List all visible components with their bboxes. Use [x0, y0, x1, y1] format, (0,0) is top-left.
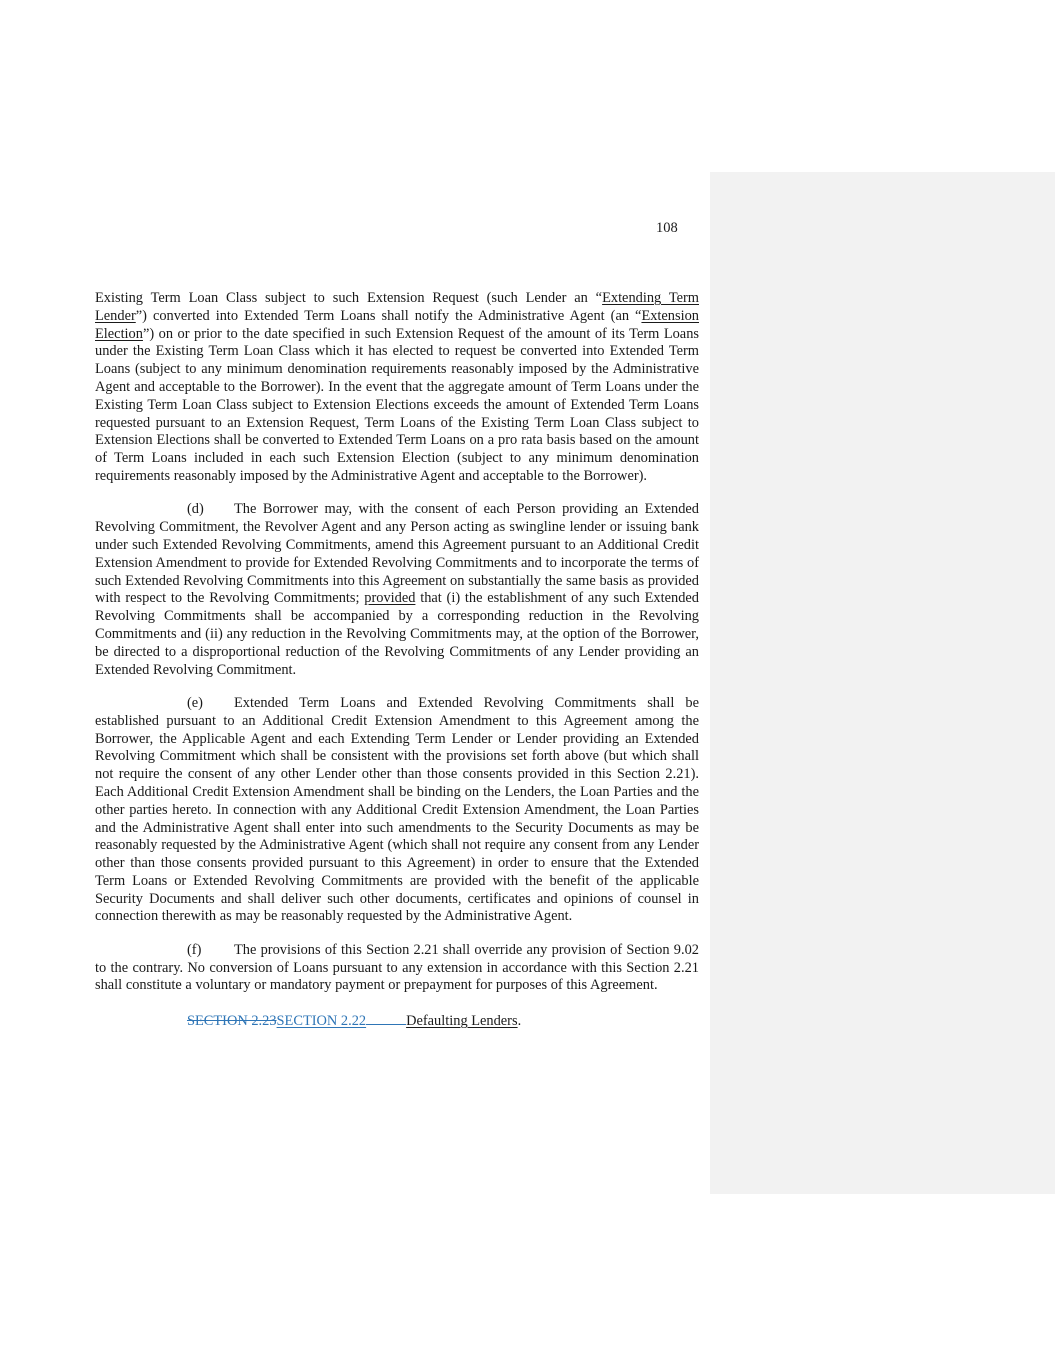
paragraph-label-e: (e) — [187, 694, 203, 711]
term-provided: provided — [364, 590, 416, 607]
comment-margin-pane — [710, 172, 1055, 1194]
paragraph-label-f: (f) — [187, 941, 202, 958]
defined-term-extension-election: Extension Election — [95, 307, 699, 342]
defined-term-extending-term-lender: Extending Term Lender — [95, 290, 699, 324]
section-heading: SECTION 2.23SECTION 2.22 Defaulting Lenders. — [187, 1012, 522, 1029]
paragraph-label-d: (d) — [187, 501, 204, 518]
paragraph-e: (e) Extended Term Loans and Extended Revolving Commitments shall be established pursuant to an Additional Credit Extension Amendment to this Agreement among the Borrower, the Applicable Agent and each Extending Term Lender or Lender providing an Extended Revolving Commitment which shall be consistent with the provisions set forth above (but which shall not require the consent of any other Lender other than those consents provided in this Section 2.21). Each Additional Credit Extension Amendment shall be binding on the Lenders, the Loan Parties and the other parties hereto. In connection with any Additional Credit Extension Amendment, the Loan Parties and the Administrative Agent shall enter into such amendments to the Security Documents as may be reasonably requested by the Administrative Agent (which shall not require any consent from any Lender other than those consents provided pursuant to this Agreement) in order to ensure that the Extended Term Loans or Extended Revolving Commitments are provided with the benefit of the applicable Security Documents and shall deliver such other documents, certificates and opinions of counsel in connection therewith as may be reasonably requested by the Administrative Agent. — [95, 694, 699, 925]
paragraph-d: (d) The Borrower may, with the consent of each Person providing an Extended Revolving Commitment, the Revolver Agent and any Person acting as swingline lender or issuing bank under such Extended Revolving Commitments, amend this Agreement pursuant to an Additional Credit Extension Amendment to provide for Extended Revolving Commitments and to incorporate the terms of such Extended Revolving Commitments into this Agreement on substantially the same basis as provided with respect to the Revolving Commitments; provided that (i) the establishment of any such Extended Revolving Commitments shall be accompanied by a corresponding reduction in the Revolving Commitments and (ii) any reduction in the Revolving Commitments may, at the option of the Borrower, be directed to a disproportional reduction of the Revolving Commitments of any Lender providing an Extended Revolving Commitment. — [95, 501, 699, 678]
inserted-section-number: SECTION 2.22 — [276, 1012, 367, 1029]
deleted-section-number: SECTION 2.23 — [187, 1012, 277, 1029]
paragraph-continuation: Existing Term Loan Class subject to such Extension Request (such Lender an “Extending Term Lender”) converted into Extended Term Loans shall notify the Administrative Agent (an “Extension Election”) on or prior to the date specified in such Extension Request of the amount of its Term Loans under the Existing Term Loan Class which it has elected to request be converted into Extended Term Loans (subject to any minimum denomination requirements reasonably imposed by the Administrative Agent and acceptable to the Borrower). In the event that the aggregate amount of Term Loans under the Existing Term Loan Class subject to Extension Elections exceeds the amount of Extended Term Loans requested pursuant to an Extension Request, Term Loans of the Existing Term Loan Class subject to Extension Elections shall be converted to Extended Term Loans on a pro rata basis based on the amount of Term Loans included in each such Extension Election (subject to any minimum denomination requirements reasonably imposed by the Administrative Agent and acceptable to the Borrower). — [95, 290, 699, 484]
section-title: Defaulting Lenders — [406, 1012, 518, 1029]
page-number: 108 — [656, 220, 678, 236]
document-body — [95, 290, 699, 1031]
paragraph-f: (f) The provisions of this Section 2.21 shall override any provision of Section 9.02 to the contrary. No conversion of Loans pursuant to any extension in accordance with this Section 2.21 shall constitute a voluntary or mandatory payment or prepayment for purposes of this Agreement. — [95, 941, 699, 994]
